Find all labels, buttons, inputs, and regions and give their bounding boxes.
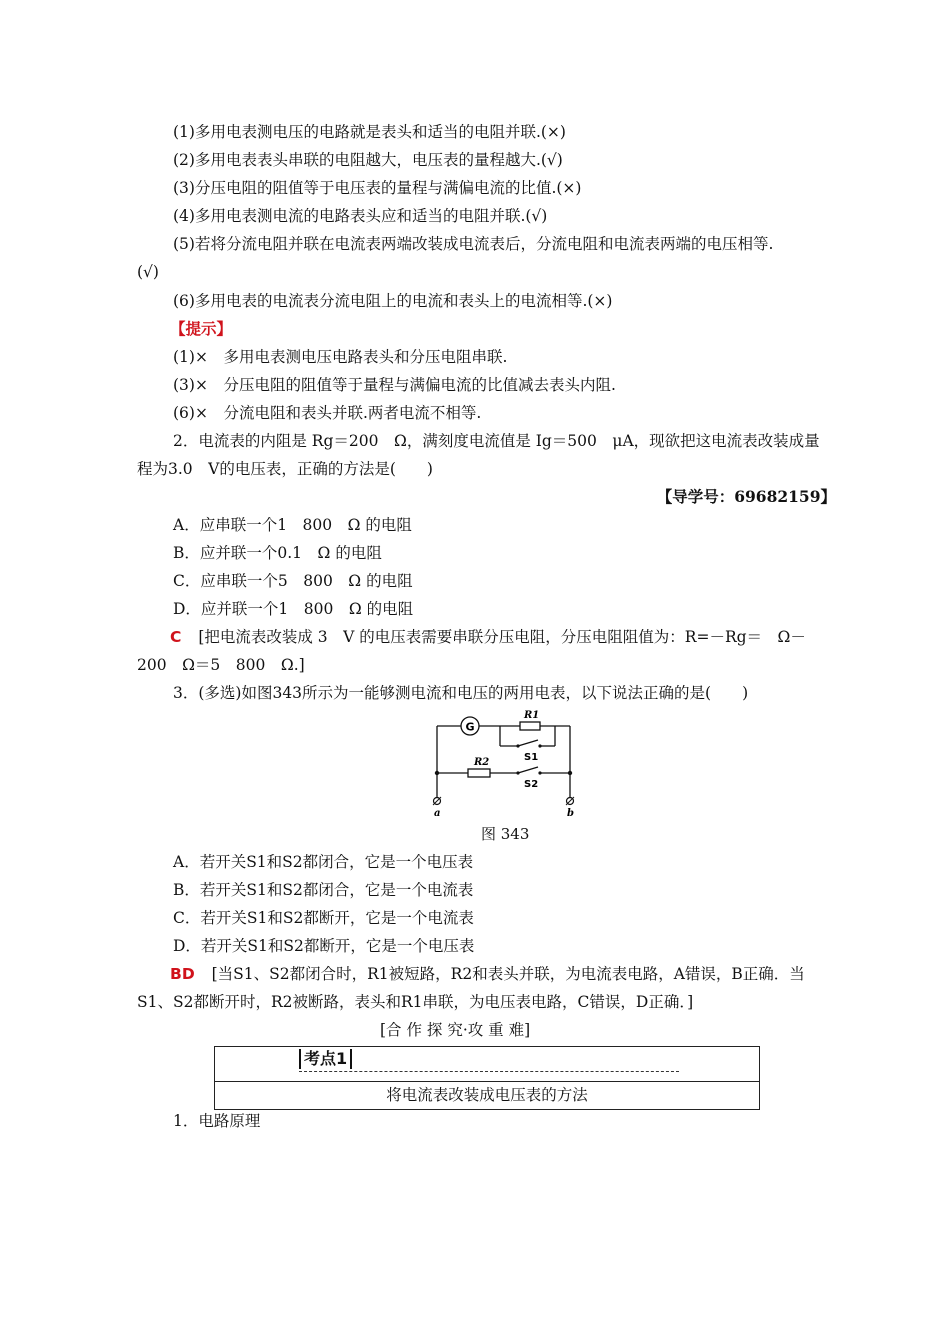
switch-s1-contact	[538, 744, 541, 747]
q3-stem: 3．(多选)如图343所示为一能够测电流和电压的两用电表，以下说法正确的是( )	[173, 684, 749, 702]
kaodian-title: 将电流表改装成电压表的方法	[386, 1086, 588, 1104]
resistor-r1-label: R1	[524, 710, 540, 721]
q2-explain2: 200 Ω＝5 800 Ω.]	[137, 656, 305, 674]
q3-option-a: A．若开关S1和S2都闭合，它是一个电压表	[173, 853, 474, 871]
statement-4: (4)多用电表测电流的电路表头应和适当的电阻并联.(√)	[173, 207, 548, 225]
resistor-r1	[520, 722, 540, 730]
tip-1: (1)× 多用电表测电压电路表头和分压电阻串联.	[173, 348, 508, 366]
circuit-figure	[420, 706, 590, 818]
resistor-r2	[468, 769, 490, 777]
switch-s1-pivot	[516, 744, 519, 747]
kaodian-dashed-line	[299, 1071, 679, 1072]
switch-s2-pivot	[516, 771, 519, 774]
tip-3: (3)× 分压电阻的阻值等于量程与满偏电流的比值减去表头内阻.	[173, 376, 616, 394]
junction-left	[435, 771, 439, 775]
q2-stem-line1: 2．电流表的内阻是 Rg＝200 Ω，满刻度电流值是 Ig＝500 μA，现欲把这电流表改装成量	[173, 432, 820, 450]
kaodian-divider	[215, 1081, 759, 1082]
q3-option-b: B．若开关S1和S2都闭合，它是一个电流表	[173, 881, 474, 899]
section-header: [合 作 探 究·攻 重 难]	[380, 1021, 531, 1039]
q2-option-d: D．应并联一个1 800 Ω 的电阻	[173, 600, 414, 618]
q3-answer-line1	[170, 964, 805, 984]
galvanometer-label: G	[465, 720, 475, 734]
switch-s2-label: S2	[524, 779, 539, 790]
q3-answer: BD	[170, 965, 195, 983]
q2-explain1: [把电流表改装成 3 V 的电压表需要串联分压电阻，分压电阻阻值为：R=－Rg＝ Ω－	[198, 628, 806, 646]
switch-s1-label: S1	[524, 752, 539, 763]
q2-option-b: B．应并联一个0.1 Ω 的电阻	[173, 544, 382, 562]
tip-label: 【提示】	[170, 319, 233, 338]
terminal-a-label: a	[434, 808, 441, 818]
q2-guide-number: 【导学号：69682159】	[656, 487, 836, 506]
statement-2: (2)多用电表表头串联的电阻越大，电压表的量程越大.(√)	[173, 151, 563, 169]
q2-option-a: A．应串联一个1 800 Ω 的电阻	[173, 516, 412, 534]
q2-option-c: C．应串联一个5 800 Ω 的电阻	[173, 572, 413, 590]
q3-explain1: [当S1、S2都闭合时，R1被短路，R2和表头并联，为电流表电路，A错误，B正确．当	[211, 965, 805, 983]
kaodian-box	[214, 1046, 760, 1110]
statement-5-judgement: (√)	[137, 263, 159, 281]
figure-caption: 图 343	[481, 825, 530, 843]
q3-option-c: C．若开关S1和S2都断开，它是一个电流表	[173, 909, 474, 927]
resistor-r2-label: R2	[474, 757, 490, 768]
switch-s2-contact	[538, 771, 541, 774]
q2-answer: C	[170, 628, 182, 646]
kaodian-label: 考点1	[299, 1049, 352, 1069]
q2-stem-line2: 程为3.0 V的电压表，正确的方法是( )	[137, 460, 433, 478]
statement-1: (1)多用电表测电压的电路就是表头和适当的电阻并联.(×)	[173, 123, 566, 141]
junction-right	[568, 771, 572, 775]
tip-6: (6)× 分流电阻和表头并联.两者电流不相等.	[173, 404, 482, 422]
section-item-1: 1．电路原理	[173, 1112, 261, 1130]
q2-answer-line1	[170, 627, 806, 647]
statement-6: (6)多用电表的电流表分流电阻上的电流和表头上的电流相等.(×)	[173, 292, 613, 310]
q3-explain2: S1、S2都断开时，R2被断路，表头和R1串联，为电压表电路，C错误，D正确．]	[137, 993, 694, 1011]
statement-5: (5)若将分流电阻并联在电流表两端改装成电流表后，分流电阻和电流表两端的电压相等.	[173, 235, 774, 253]
statement-3: (3)分压电阻的阻值等于电压表的量程与满偏电流的比值.(×)	[173, 179, 582, 197]
terminal-b-label: b	[567, 808, 574, 818]
q3-option-d: D．若开关S1和S2都断开，它是一个电压表	[173, 937, 475, 955]
